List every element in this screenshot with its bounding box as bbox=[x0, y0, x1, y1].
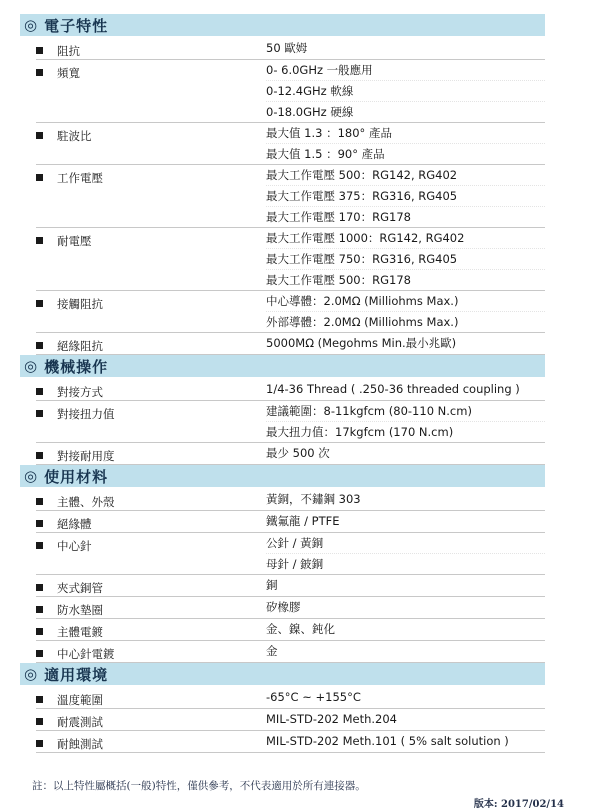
section-mark-icon: ◎ bbox=[24, 467, 39, 485]
spec-row bbox=[36, 228, 545, 291]
square-bullet-icon bbox=[36, 410, 43, 417]
spec-value: 最大工作電壓 500：RG178 bbox=[266, 269, 545, 290]
spec-values-cell bbox=[246, 575, 545, 596]
spec-label-cell bbox=[36, 38, 246, 59]
spec-values-cell bbox=[246, 379, 545, 400]
section-title: 使用材料 bbox=[44, 467, 109, 486]
square-bullet-icon bbox=[36, 740, 43, 747]
spec-value: 矽橡膠 bbox=[266, 600, 301, 614]
spec-value: 金 bbox=[266, 644, 278, 658]
spec-values-cell bbox=[246, 291, 545, 332]
spec-values-cell bbox=[246, 709, 545, 730]
spec-label: 防水墊圈 bbox=[57, 603, 103, 617]
spec-values-cell bbox=[246, 443, 545, 464]
spec-value: 最大值 1.3 ：180° 產品 bbox=[266, 126, 392, 140]
spec-row bbox=[36, 709, 545, 731]
spec-label: 中心針電鍍 bbox=[57, 647, 115, 661]
spec-label-cell bbox=[36, 123, 246, 164]
spec-row bbox=[36, 333, 545, 355]
section-title: 機械操作 bbox=[44, 357, 109, 376]
spec-values-cell bbox=[246, 38, 545, 59]
spec-values-cell bbox=[246, 687, 545, 708]
spec-label: 絕緣阻抗 bbox=[57, 339, 103, 353]
square-bullet-icon bbox=[36, 650, 43, 657]
spec-value: 最大扭力值：17kgfcm (170 N.cm) bbox=[266, 421, 545, 442]
spec-row bbox=[36, 597, 545, 619]
spec-values-cell bbox=[246, 333, 545, 354]
spec-row bbox=[36, 533, 545, 575]
spec-label: 對接方式 bbox=[57, 385, 103, 399]
spec-value: MIL-STD-202 Meth.204 bbox=[266, 712, 398, 726]
spec-label-cell bbox=[36, 533, 246, 574]
spec-label: 對接耐用度 bbox=[57, 449, 115, 463]
spec-value: 最大工作電壓 375：RG316, RG405 bbox=[266, 185, 545, 206]
spec-label: 工作電壓 bbox=[57, 171, 103, 185]
spec-row bbox=[36, 291, 545, 333]
spec-value: 最大工作電壓 750：RG316, RG405 bbox=[266, 248, 545, 269]
spec-label: 阻抗 bbox=[57, 44, 80, 58]
spec-value: 最大工作電壓 1000：RG142, RG402 bbox=[266, 231, 465, 245]
square-bullet-icon bbox=[36, 718, 43, 725]
square-bullet-icon bbox=[36, 132, 43, 139]
spec-sheet bbox=[20, 14, 545, 753]
spec-values-cell bbox=[246, 401, 545, 442]
spec-value: 公針 / 黃銅 bbox=[266, 536, 324, 550]
spec-label-cell bbox=[36, 489, 246, 510]
spec-row bbox=[36, 379, 545, 401]
spec-values-cell bbox=[246, 533, 545, 574]
spec-value: 最大值 1.5 ：90° 產品 bbox=[266, 143, 545, 164]
version-label: 版本: 2017/02/14 bbox=[473, 799, 564, 810]
spec-row bbox=[36, 165, 545, 228]
spec-value: 0-12.4GHz 軟線 bbox=[266, 80, 545, 101]
spec-label-cell bbox=[36, 597, 246, 618]
spec-value: 最大工作電壓 170：RG178 bbox=[266, 206, 545, 227]
spec-label-cell bbox=[36, 511, 246, 532]
spec-label-cell bbox=[36, 333, 246, 354]
spec-label: 耐電壓 bbox=[57, 234, 92, 248]
footnote: 註：以上特性屬概括(一般)特性，僅供參考，不代表適用於所有連接器。 bbox=[32, 780, 366, 792]
spec-values-cell bbox=[246, 597, 545, 618]
section-header bbox=[20, 663, 545, 685]
spec-value: 1/4-36 Thread ( .250-36 threaded coupling ) bbox=[266, 382, 520, 396]
section-mark-icon: ◎ bbox=[24, 357, 39, 375]
spec-values-cell bbox=[246, 123, 545, 164]
spec-value: 金、鎳、鈍化 bbox=[266, 622, 335, 636]
spec-label-cell bbox=[36, 731, 246, 752]
spec-row bbox=[36, 575, 545, 597]
spec-label-cell bbox=[36, 165, 246, 227]
square-bullet-icon bbox=[36, 452, 43, 459]
spec-label: 頻寬 bbox=[57, 66, 80, 80]
section-header bbox=[20, 355, 545, 377]
spec-value: 外部導體：2.0MΩ (Milliohms Max.) bbox=[266, 311, 545, 332]
spec-row bbox=[36, 443, 545, 465]
spec-label-cell bbox=[36, 619, 246, 640]
spec-label-cell bbox=[36, 228, 246, 290]
spec-label-cell bbox=[36, 379, 246, 400]
spec-value: 鐵氟龍 / PTFE bbox=[266, 514, 340, 528]
spec-label: 耐蝕測試 bbox=[57, 737, 103, 751]
spec-values-cell bbox=[246, 489, 545, 510]
section-mark-icon: ◎ bbox=[24, 665, 39, 683]
spec-label: 夾式銅管 bbox=[57, 581, 103, 595]
spec-label-cell bbox=[36, 401, 246, 442]
spec-value: 中心導體：2.0MΩ (Milliohms Max.) bbox=[266, 294, 459, 308]
spec-values-cell bbox=[246, 228, 545, 290]
spec-value: 建議範圍：8-11kgfcm (80-110 N.cm) bbox=[266, 404, 472, 418]
square-bullet-icon bbox=[36, 628, 43, 635]
square-bullet-icon bbox=[36, 342, 43, 349]
spec-row bbox=[36, 731, 545, 753]
spec-label-cell bbox=[36, 641, 246, 662]
square-bullet-icon bbox=[36, 174, 43, 181]
spec-label: 絕緣體 bbox=[57, 517, 92, 531]
spec-value: MIL-STD-202 Meth.101 ( 5% salt solution ) bbox=[266, 734, 509, 748]
square-bullet-icon bbox=[36, 584, 43, 591]
spec-row bbox=[36, 489, 545, 511]
spec-row bbox=[36, 687, 545, 709]
spec-value: 母針 / 鈹銅 bbox=[266, 553, 545, 574]
square-bullet-icon bbox=[36, 606, 43, 613]
spec-label: 中心針 bbox=[57, 539, 92, 553]
spec-values-cell bbox=[246, 619, 545, 640]
square-bullet-icon bbox=[36, 498, 43, 505]
square-bullet-icon bbox=[36, 520, 43, 527]
section-title: 電子特性 bbox=[44, 16, 109, 35]
spec-values-cell bbox=[246, 641, 545, 662]
square-bullet-icon bbox=[36, 542, 43, 549]
spec-label-cell bbox=[36, 291, 246, 332]
square-bullet-icon bbox=[36, 388, 43, 395]
spec-value: 0- 6.0GHz 一般應用 bbox=[266, 63, 373, 77]
square-bullet-icon bbox=[36, 47, 43, 54]
spec-value: -65°C ~ +155°C bbox=[266, 690, 361, 704]
spec-label: 主體電鍍 bbox=[57, 625, 103, 639]
spec-row bbox=[36, 401, 545, 443]
spec-values-cell bbox=[246, 511, 545, 532]
spec-label-cell bbox=[36, 709, 246, 730]
spec-label: 耐震測試 bbox=[57, 715, 103, 729]
spec-row bbox=[36, 38, 545, 60]
spec-value: 銅 bbox=[266, 578, 278, 592]
spec-label-cell bbox=[36, 60, 246, 122]
section-title: 適用環境 bbox=[44, 665, 109, 684]
spec-label: 接觸阻抗 bbox=[57, 297, 103, 311]
spec-value: 5000MΩ (Megohms Min.最小兆歐) bbox=[266, 336, 457, 350]
spec-value: 最大工作電壓 500：RG142, RG402 bbox=[266, 168, 458, 182]
section-header bbox=[20, 14, 545, 36]
spec-label-cell bbox=[36, 575, 246, 596]
spec-row bbox=[36, 60, 545, 123]
spec-values-cell bbox=[246, 731, 545, 752]
spec-label: 駐波比 bbox=[57, 129, 92, 143]
spec-label: 主體、外殼 bbox=[57, 495, 115, 509]
spec-row bbox=[36, 619, 545, 641]
spec-value: 0-18.0GHz 硬線 bbox=[266, 101, 545, 122]
spec-value: 最少 500 次 bbox=[266, 446, 330, 460]
spec-values-cell bbox=[246, 60, 545, 122]
spec-row bbox=[36, 641, 545, 663]
square-bullet-icon bbox=[36, 300, 43, 307]
spec-row bbox=[36, 123, 545, 165]
spec-label-cell bbox=[36, 443, 246, 464]
spec-values-cell bbox=[246, 165, 545, 227]
section-mark-icon: ◎ bbox=[24, 16, 39, 34]
square-bullet-icon bbox=[36, 696, 43, 703]
spec-label-cell bbox=[36, 687, 246, 708]
square-bullet-icon bbox=[36, 69, 43, 76]
spec-value: 黃銅，不鏽鋼 303 bbox=[266, 492, 361, 506]
section-header bbox=[20, 465, 545, 487]
spec-label: 溫度範圍 bbox=[57, 693, 103, 707]
square-bullet-icon bbox=[36, 237, 43, 244]
spec-row bbox=[36, 511, 545, 533]
spec-label: 對接扭力值 bbox=[57, 407, 115, 421]
spec-value: 50 歐姆 bbox=[266, 41, 308, 55]
